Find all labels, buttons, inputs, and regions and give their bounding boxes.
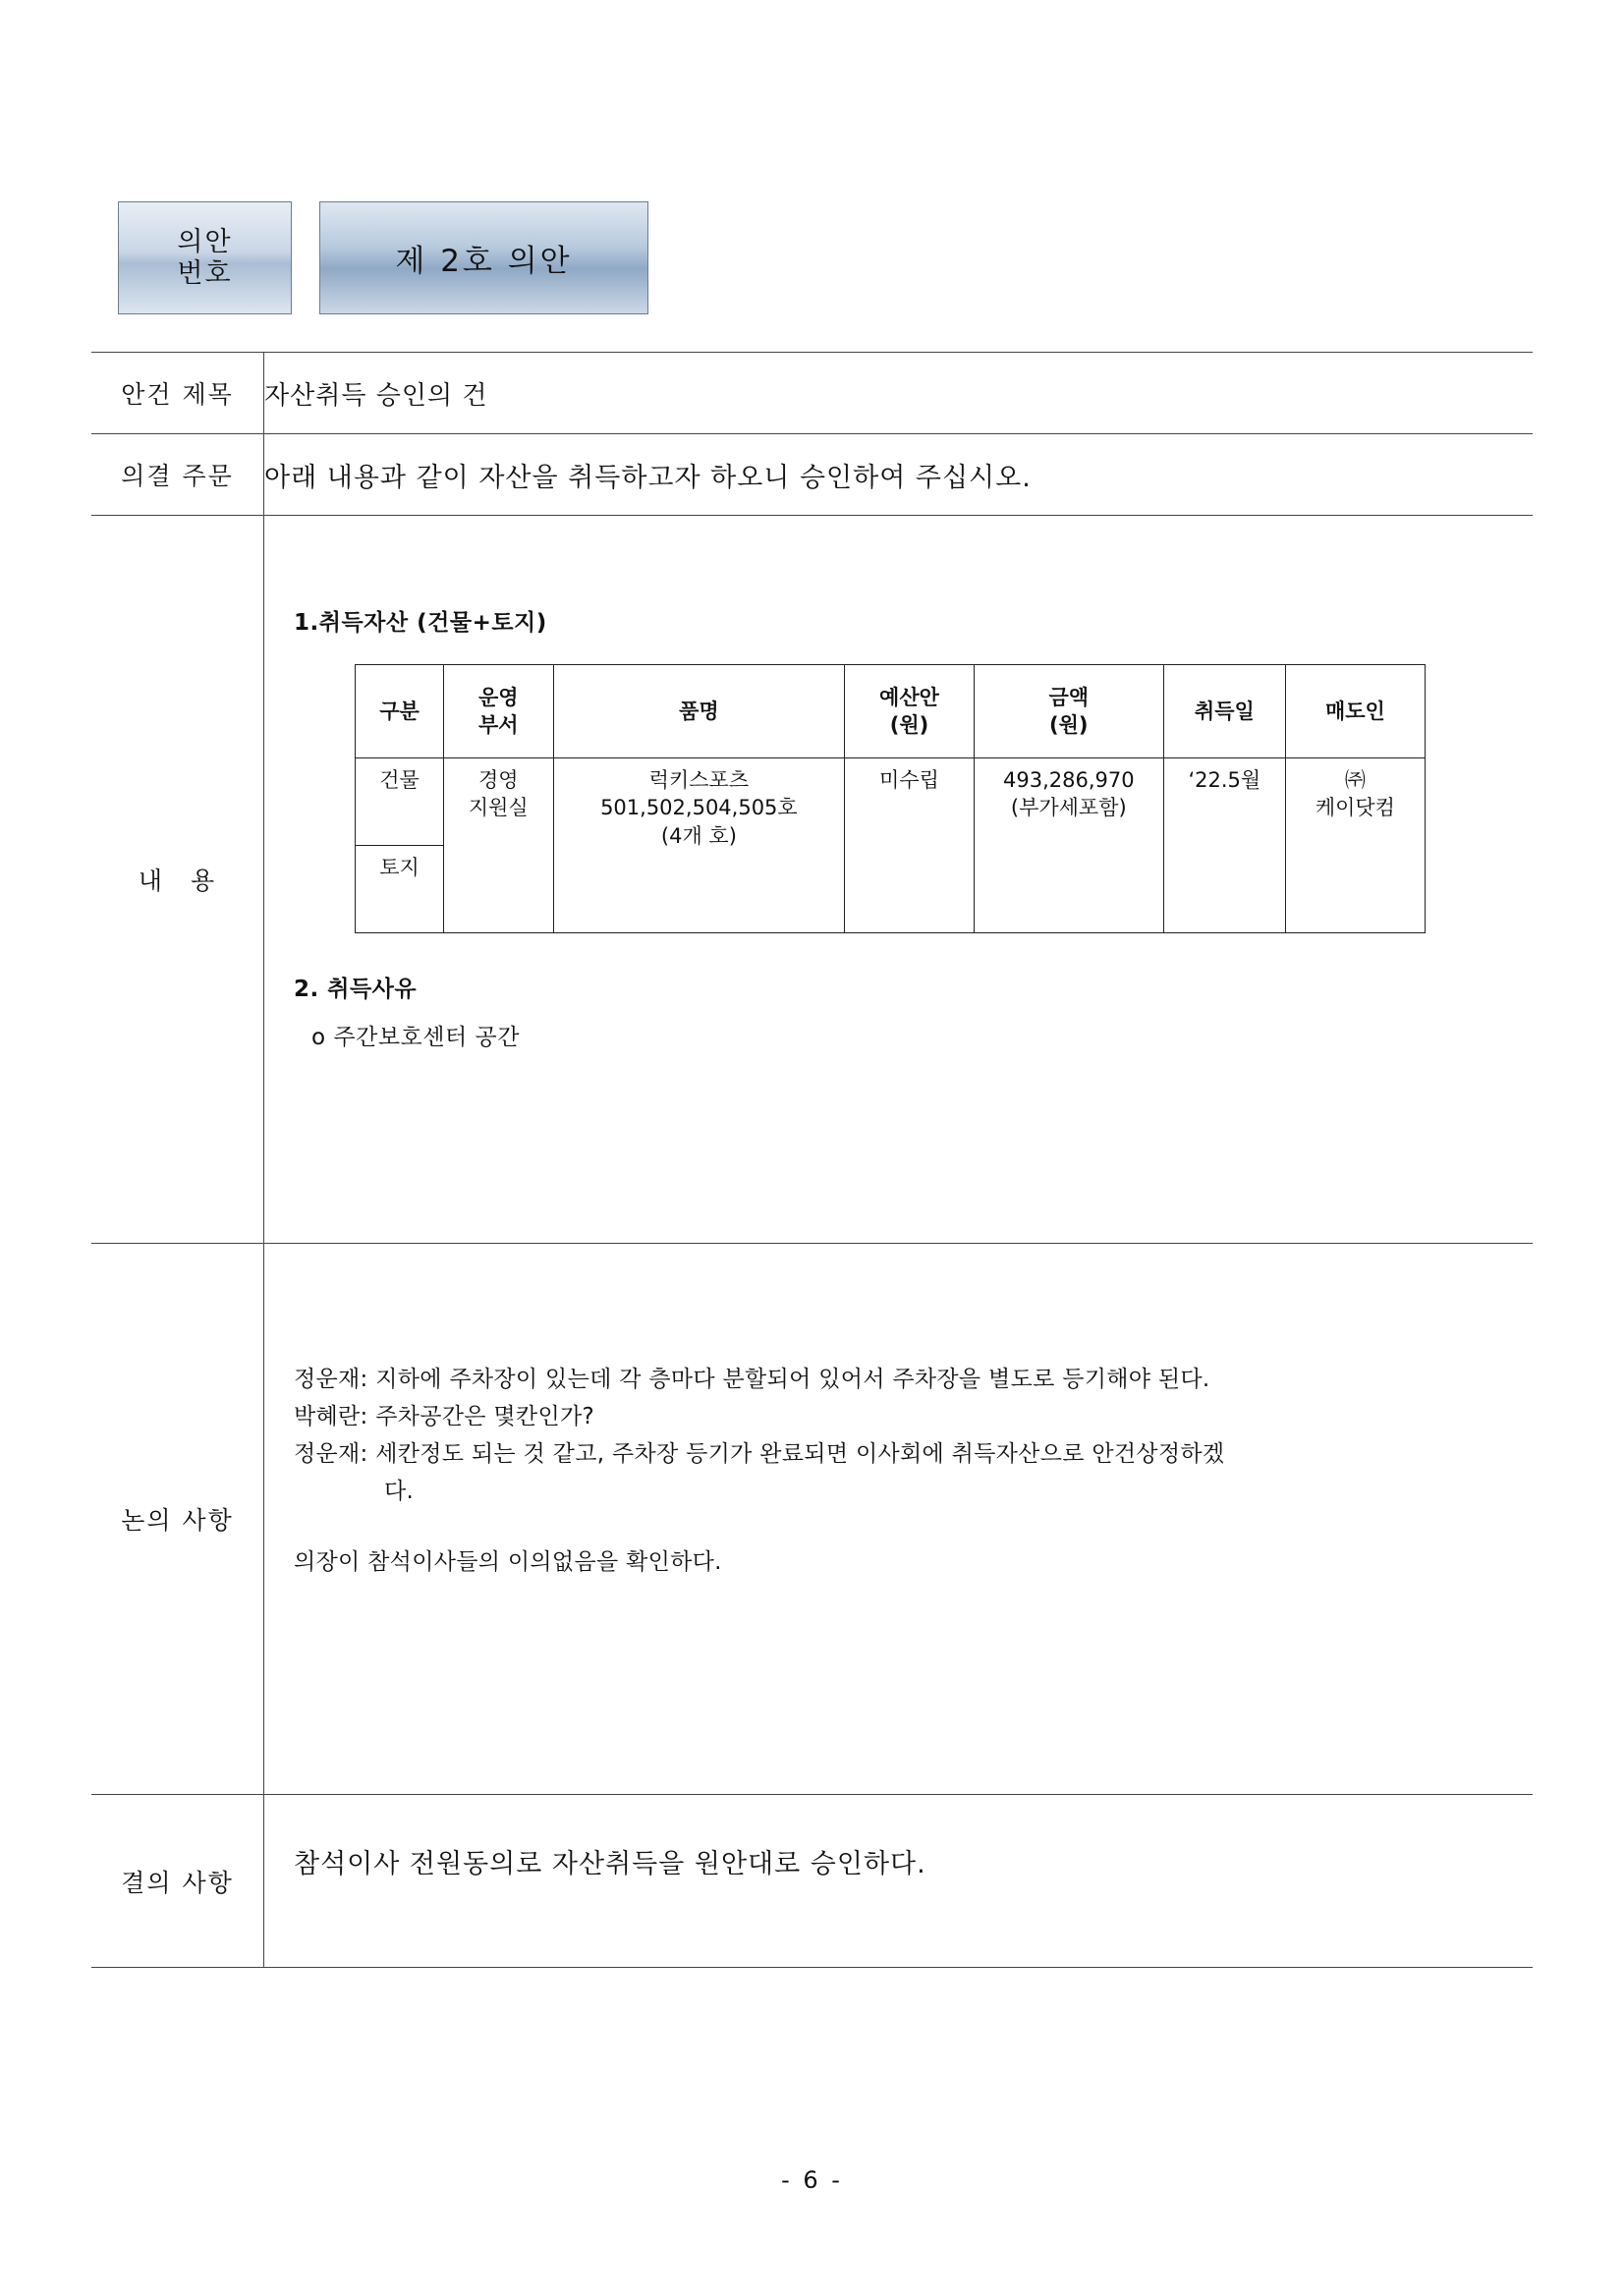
agenda-number-text: 제 2호 의안 xyxy=(395,244,573,279)
asset-cell-amount-line1: 493,286,970 xyxy=(1002,768,1135,792)
row-label-resolution-text: 의결 주문 xyxy=(121,462,234,490)
agenda-number-label-line1: 의안 xyxy=(177,227,233,258)
table-row-content xyxy=(91,516,1533,1244)
agenda-number-label xyxy=(118,201,292,314)
asset-header-budget xyxy=(845,665,974,758)
asset-header-item: 품명 xyxy=(553,665,845,758)
row-value-discussion xyxy=(264,1244,1534,1795)
asset-header-seller: 매도인 xyxy=(1285,665,1425,758)
asset-header-budget-line2: (원) xyxy=(889,713,929,737)
content-body xyxy=(264,516,1533,1051)
decision-text: 참석이사 전원동의로 자산취득을 원안대로 승인하다. xyxy=(294,1849,926,1879)
asset-cell-gubun-land: 토지 xyxy=(356,846,444,933)
asset-cell-item xyxy=(553,758,845,933)
asset-cell-dept-line1: 경영 xyxy=(478,768,519,792)
asset-header-date: 취득일 xyxy=(1163,665,1285,758)
asset-header-amount-line1: 금액 xyxy=(1048,685,1090,709)
asset-cell-date: ‘22.5월 xyxy=(1163,758,1285,933)
content-heading-1: 1.취득자산 (건물+토지) xyxy=(294,610,547,636)
asset-table-header-row xyxy=(356,665,1426,758)
row-label-resolution xyxy=(91,434,264,516)
agenda-title-text: 자산취득 승인의 건 xyxy=(264,380,488,411)
table-row-title xyxy=(91,353,1533,434)
asset-header-dept-line2: 부서 xyxy=(478,713,519,737)
page-number: - 6 - xyxy=(781,2166,843,2194)
discussion-line-4: 의장이 참석이사들의 이의없음을 확인하다. xyxy=(294,1548,722,1575)
asset-acquisition-table xyxy=(355,664,1426,933)
asset-cell-item-line3: (4개 호) xyxy=(660,823,737,848)
row-value-resolution xyxy=(264,434,1534,516)
agenda-number-label-line2: 번호 xyxy=(177,257,233,289)
table-row-decision xyxy=(91,1795,1533,1968)
asset-cell-item-line2: 501,502,504,505호 xyxy=(600,796,798,820)
row-label-title-text: 안건 제목 xyxy=(121,380,234,409)
asset-cell-amount-line2: (부가세포함) xyxy=(1010,796,1127,820)
asset-cell-budget: 미수립 xyxy=(845,758,974,933)
asset-header-gubun: 구분 xyxy=(356,665,444,758)
asset-cell-amount xyxy=(974,758,1163,933)
asset-cell-dept xyxy=(444,758,554,933)
asset-header-dept xyxy=(444,665,554,758)
row-label-decision-text: 결의 사항 xyxy=(121,1868,234,1897)
asset-cell-gubun-building: 건물 xyxy=(356,758,444,846)
row-label-decision xyxy=(91,1795,264,1968)
discussion-line-1: 정운재: 지하에 주차장이 있는데 각 층마다 분할되어 있어서 주차장을 별도로 등기해야 된다. xyxy=(294,1367,1210,1392)
banner-divider xyxy=(292,201,319,314)
document-table xyxy=(91,352,1533,1968)
table-row xyxy=(356,758,1426,846)
asset-cell-seller-line1: ㈜ xyxy=(1344,768,1366,792)
asset-cell-dept-line2: 지원실 xyxy=(468,796,529,820)
agenda-number-banner xyxy=(118,201,648,314)
asset-cell-item-line1: 럭키스포츠 xyxy=(648,768,750,792)
discussion-line-3: 정운재: 세칸정도 되는 것 같고, 주차장 등기가 완료되면 이사회에 취득자산으로 안건상정하겠 xyxy=(294,1440,1225,1467)
asset-cell-seller-line2: 케이닷컴 xyxy=(1315,796,1395,820)
table-row-resolution xyxy=(91,434,1533,516)
discussion-line-3-continued: 다. xyxy=(384,1478,415,1504)
asset-header-amount-line2: (원) xyxy=(1049,713,1089,737)
row-value-decision xyxy=(264,1795,1534,1968)
agenda-number-value xyxy=(319,201,648,314)
discussion-line-2: 박혜란: 주차공간은 몇칸인가? xyxy=(294,1403,594,1429)
asset-cell-seller xyxy=(1285,758,1425,933)
row-label-content-text: 내 용 xyxy=(138,867,217,895)
asset-header-budget-line1: 예산안 xyxy=(879,685,939,709)
content-heading-2: 2. 취득사유 xyxy=(294,977,418,1002)
resolution-text: 아래 내용과 같이 자산을 취득하고자 하오니 승인하여 주십시오. xyxy=(264,462,1032,493)
asset-header-amount xyxy=(974,665,1163,758)
row-label-content xyxy=(91,516,264,1244)
row-label-discussion xyxy=(91,1244,264,1795)
discussion-spacer xyxy=(294,1511,1493,1544)
asset-header-dept-line1: 운영 xyxy=(478,685,519,709)
row-label-title xyxy=(91,353,264,434)
row-value-content xyxy=(264,516,1534,1244)
table-row-discussion xyxy=(91,1244,1533,1795)
discussion-body xyxy=(264,1244,1533,1582)
row-value-title xyxy=(264,353,1534,434)
content-reason-line: o 주간보호센터 공간 xyxy=(311,1025,520,1050)
row-label-discussion-text: 논의 사항 xyxy=(121,1506,234,1535)
